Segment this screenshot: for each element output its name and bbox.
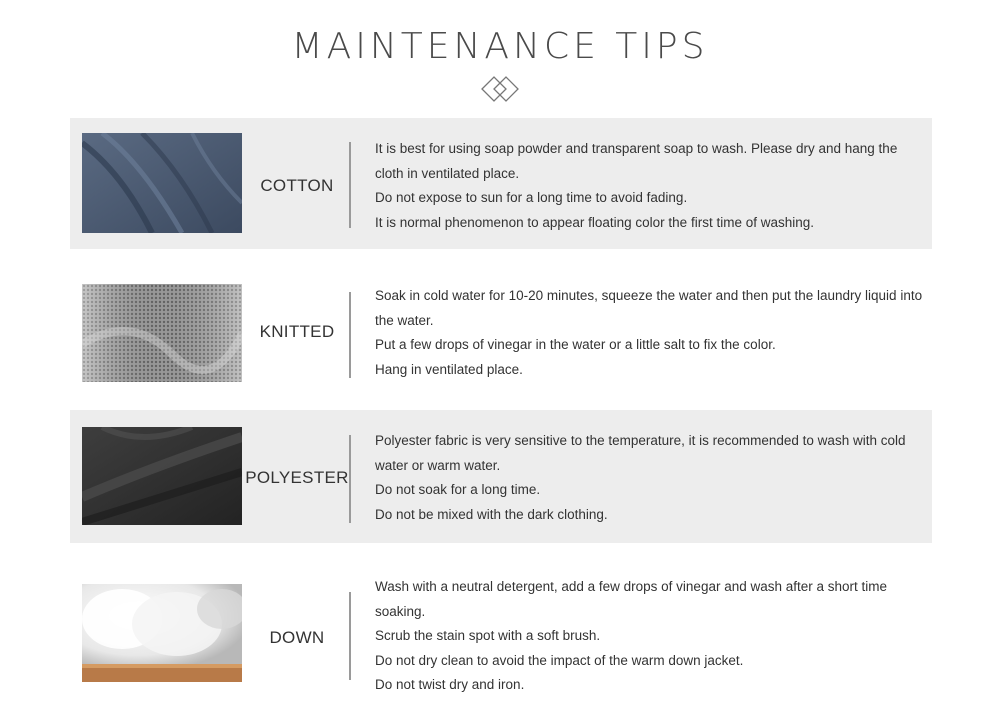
row-divider	[349, 292, 351, 378]
fabric-name-knitted: KNITTED	[259, 322, 335, 341]
fabric-row-cotton	[70, 118, 932, 249]
row-divider	[349, 435, 351, 523]
tip-item: Polyester fabric is very sensitive to the temperature, it is recommended to wash with cold water or warm water.	[375, 433, 906, 473]
fabric-row-down	[70, 562, 932, 710]
fabric-name-down: DOWN	[269, 628, 325, 647]
tips-list-cotton	[375, 137, 925, 235]
tip-item: Do not dry clean to avoid the impact of the warm down jacket.	[375, 652, 744, 668]
fabric-row-knitted	[70, 268, 932, 392]
tip-item: Hang in ventilated place.	[375, 361, 523, 377]
tip-item: Do not soak for a long time.	[375, 482, 541, 497]
fabric-row-polyester	[70, 410, 932, 543]
down-feathers-image	[82, 584, 242, 682]
row-divider	[349, 142, 351, 228]
tips-list-down	[375, 575, 925, 698]
knitted-fabric-image	[82, 284, 242, 382]
tip-item: It is best for using soap powder and transparent soap to wash. Please dry and hang the cloth in ventilated place.	[375, 141, 898, 181]
page-title: MAINTENANCE TIPS	[291, 26, 709, 67]
fabric-name-polyester: POLYESTER	[245, 468, 349, 487]
tip-item: Do not expose to sun for a long time to avoid fading.	[375, 190, 688, 205]
row-divider	[349, 592, 351, 680]
tip-item: Put a few drops of vinegar in the water or a little salt to fix the color.	[375, 337, 776, 352]
double-diamond-icon	[474, 72, 526, 106]
tip-item: Wash with a neutral detergent, add a few drops of vinegar and wash after a short time soaking.	[375, 579, 888, 619]
tip-item: Do not be mixed with the dark clothing.	[375, 506, 608, 522]
tip-item: Do not twist dry and iron.	[375, 677, 525, 692]
tips-list-polyester	[375, 429, 925, 527]
tip-item: Soak in cold water for 10-20 minutes, squeeze the water and then put the laundry liquid into the water.	[375, 288, 923, 328]
tip-item: Scrub the stain spot with a soft brush.	[375, 628, 601, 643]
cotton-fabric-image	[82, 133, 242, 233]
tips-list-knitted	[375, 284, 925, 382]
polyester-fabric-image	[82, 427, 242, 525]
fabric-name-cotton: COTTON	[260, 176, 334, 195]
tip-item: It is normal phenomenon to appear floating color the first time of washing.	[375, 214, 814, 230]
